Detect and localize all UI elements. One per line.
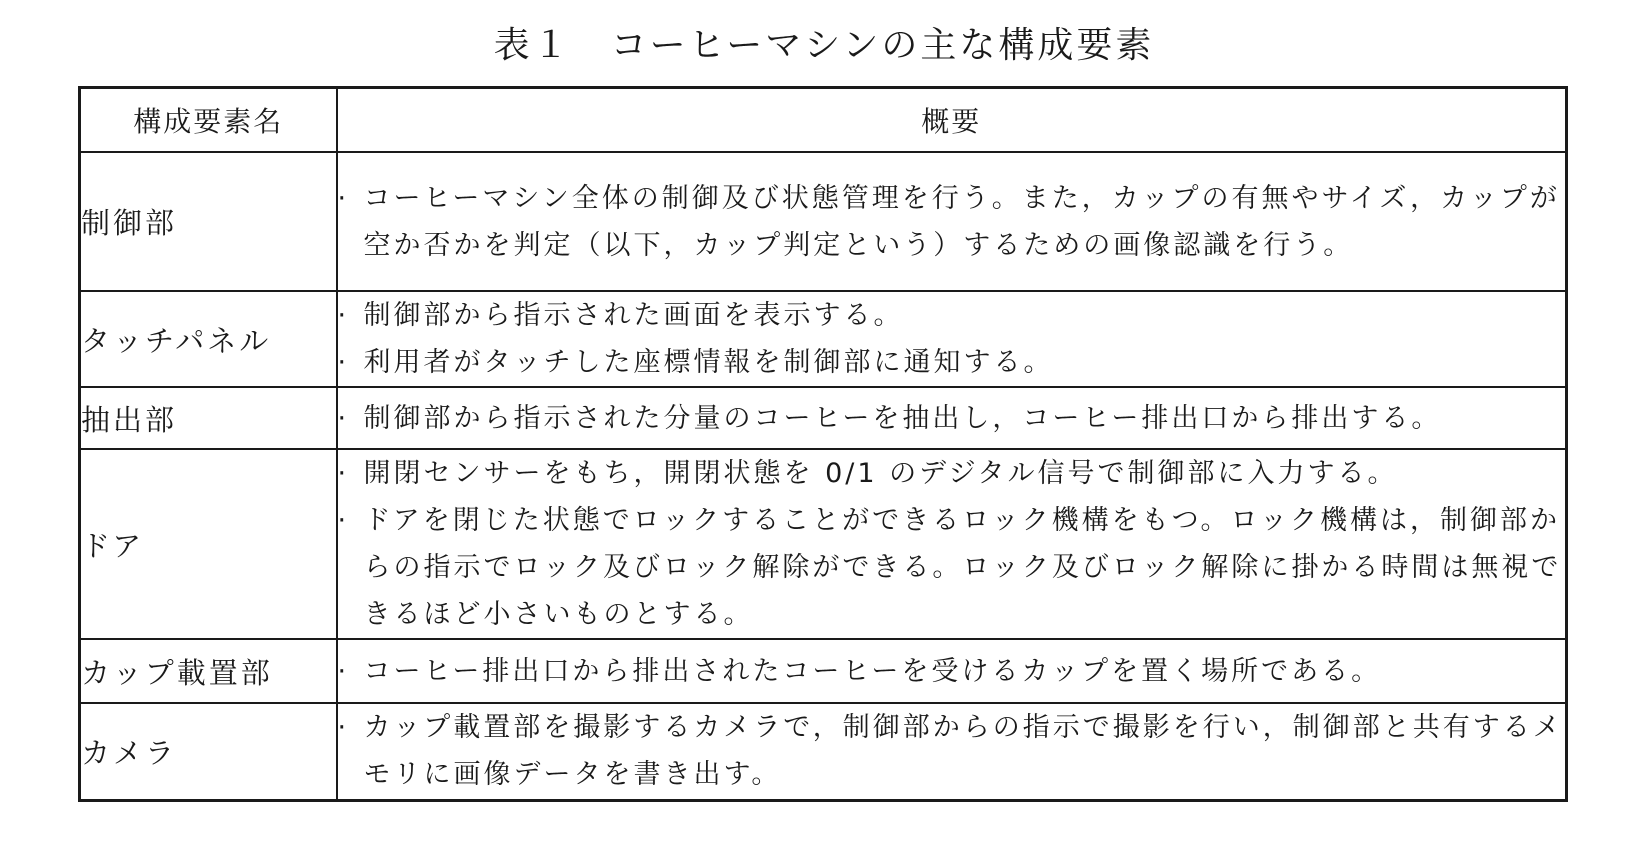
components-table <box>78 86 1568 802</box>
component-name: カップ載置部 <box>80 639 337 703</box>
description-bullet: · 制御部から指示された画面を表示する。 <box>338 292 1566 339</box>
table-row <box>80 703 1567 800</box>
description-bullet: · コーヒーマシン全体の制御及び状態管理を行う。また，カップの有無やサイズ，カップが空か否かを判定（以下，カップ判定という）するための画像認識を行う。 <box>338 175 1566 269</box>
table-row <box>80 152 1567 291</box>
table-row <box>80 387 1567 449</box>
table-header-row <box>80 88 1567 153</box>
description-bullet: · 利用者がタッチした座標情報を制御部に通知する。 <box>338 339 1566 386</box>
header-overview: 概要 <box>337 88 1567 153</box>
component-name: 抽出部 <box>80 387 337 449</box>
table-row <box>80 639 1567 703</box>
description-bullet: · 開閉センサーをもち，開閉状態を 0/1 のデジタル信号で制御部に入力する。 <box>338 450 1566 497</box>
component-description <box>337 152 1567 291</box>
component-description <box>337 449 1567 639</box>
component-name: カメラ <box>80 703 337 800</box>
description-bullet: · コーヒー排出口から排出されたコーヒーを受けるカップを置く場所である。 <box>338 648 1566 695</box>
component-description <box>337 639 1567 703</box>
table-row <box>80 291 1567 387</box>
component-name: ドア <box>80 449 337 639</box>
component-description <box>337 703 1567 800</box>
component-name: 制御部 <box>80 152 337 291</box>
component-name: タッチパネル <box>80 291 337 387</box>
description-bullet: · ドアを閉じた状態でロックすることができるロック機構をもつ。ロック機構は，制御部からの指示でロック及びロック解除ができる。ロック及びロック解除に掛かる時間は無視できるほど小さいものとする。 <box>338 497 1566 638</box>
description-bullet: · 制御部から指示された分量のコーヒーを抽出し，コーヒー排出口から排出する。 <box>338 395 1566 442</box>
component-description <box>337 291 1567 387</box>
header-component-name: 構成要素名 <box>80 88 337 153</box>
table-title: 表１ コーヒーマシンの主な構成要素 <box>493 25 1155 66</box>
table-row <box>80 449 1567 639</box>
component-description <box>337 387 1567 449</box>
description-bullet: · カップ載置部を撮影するカメラで，制御部からの指示で撮影を行い，制御部と共有するメモリに画像データを書き出す。 <box>338 704 1566 798</box>
